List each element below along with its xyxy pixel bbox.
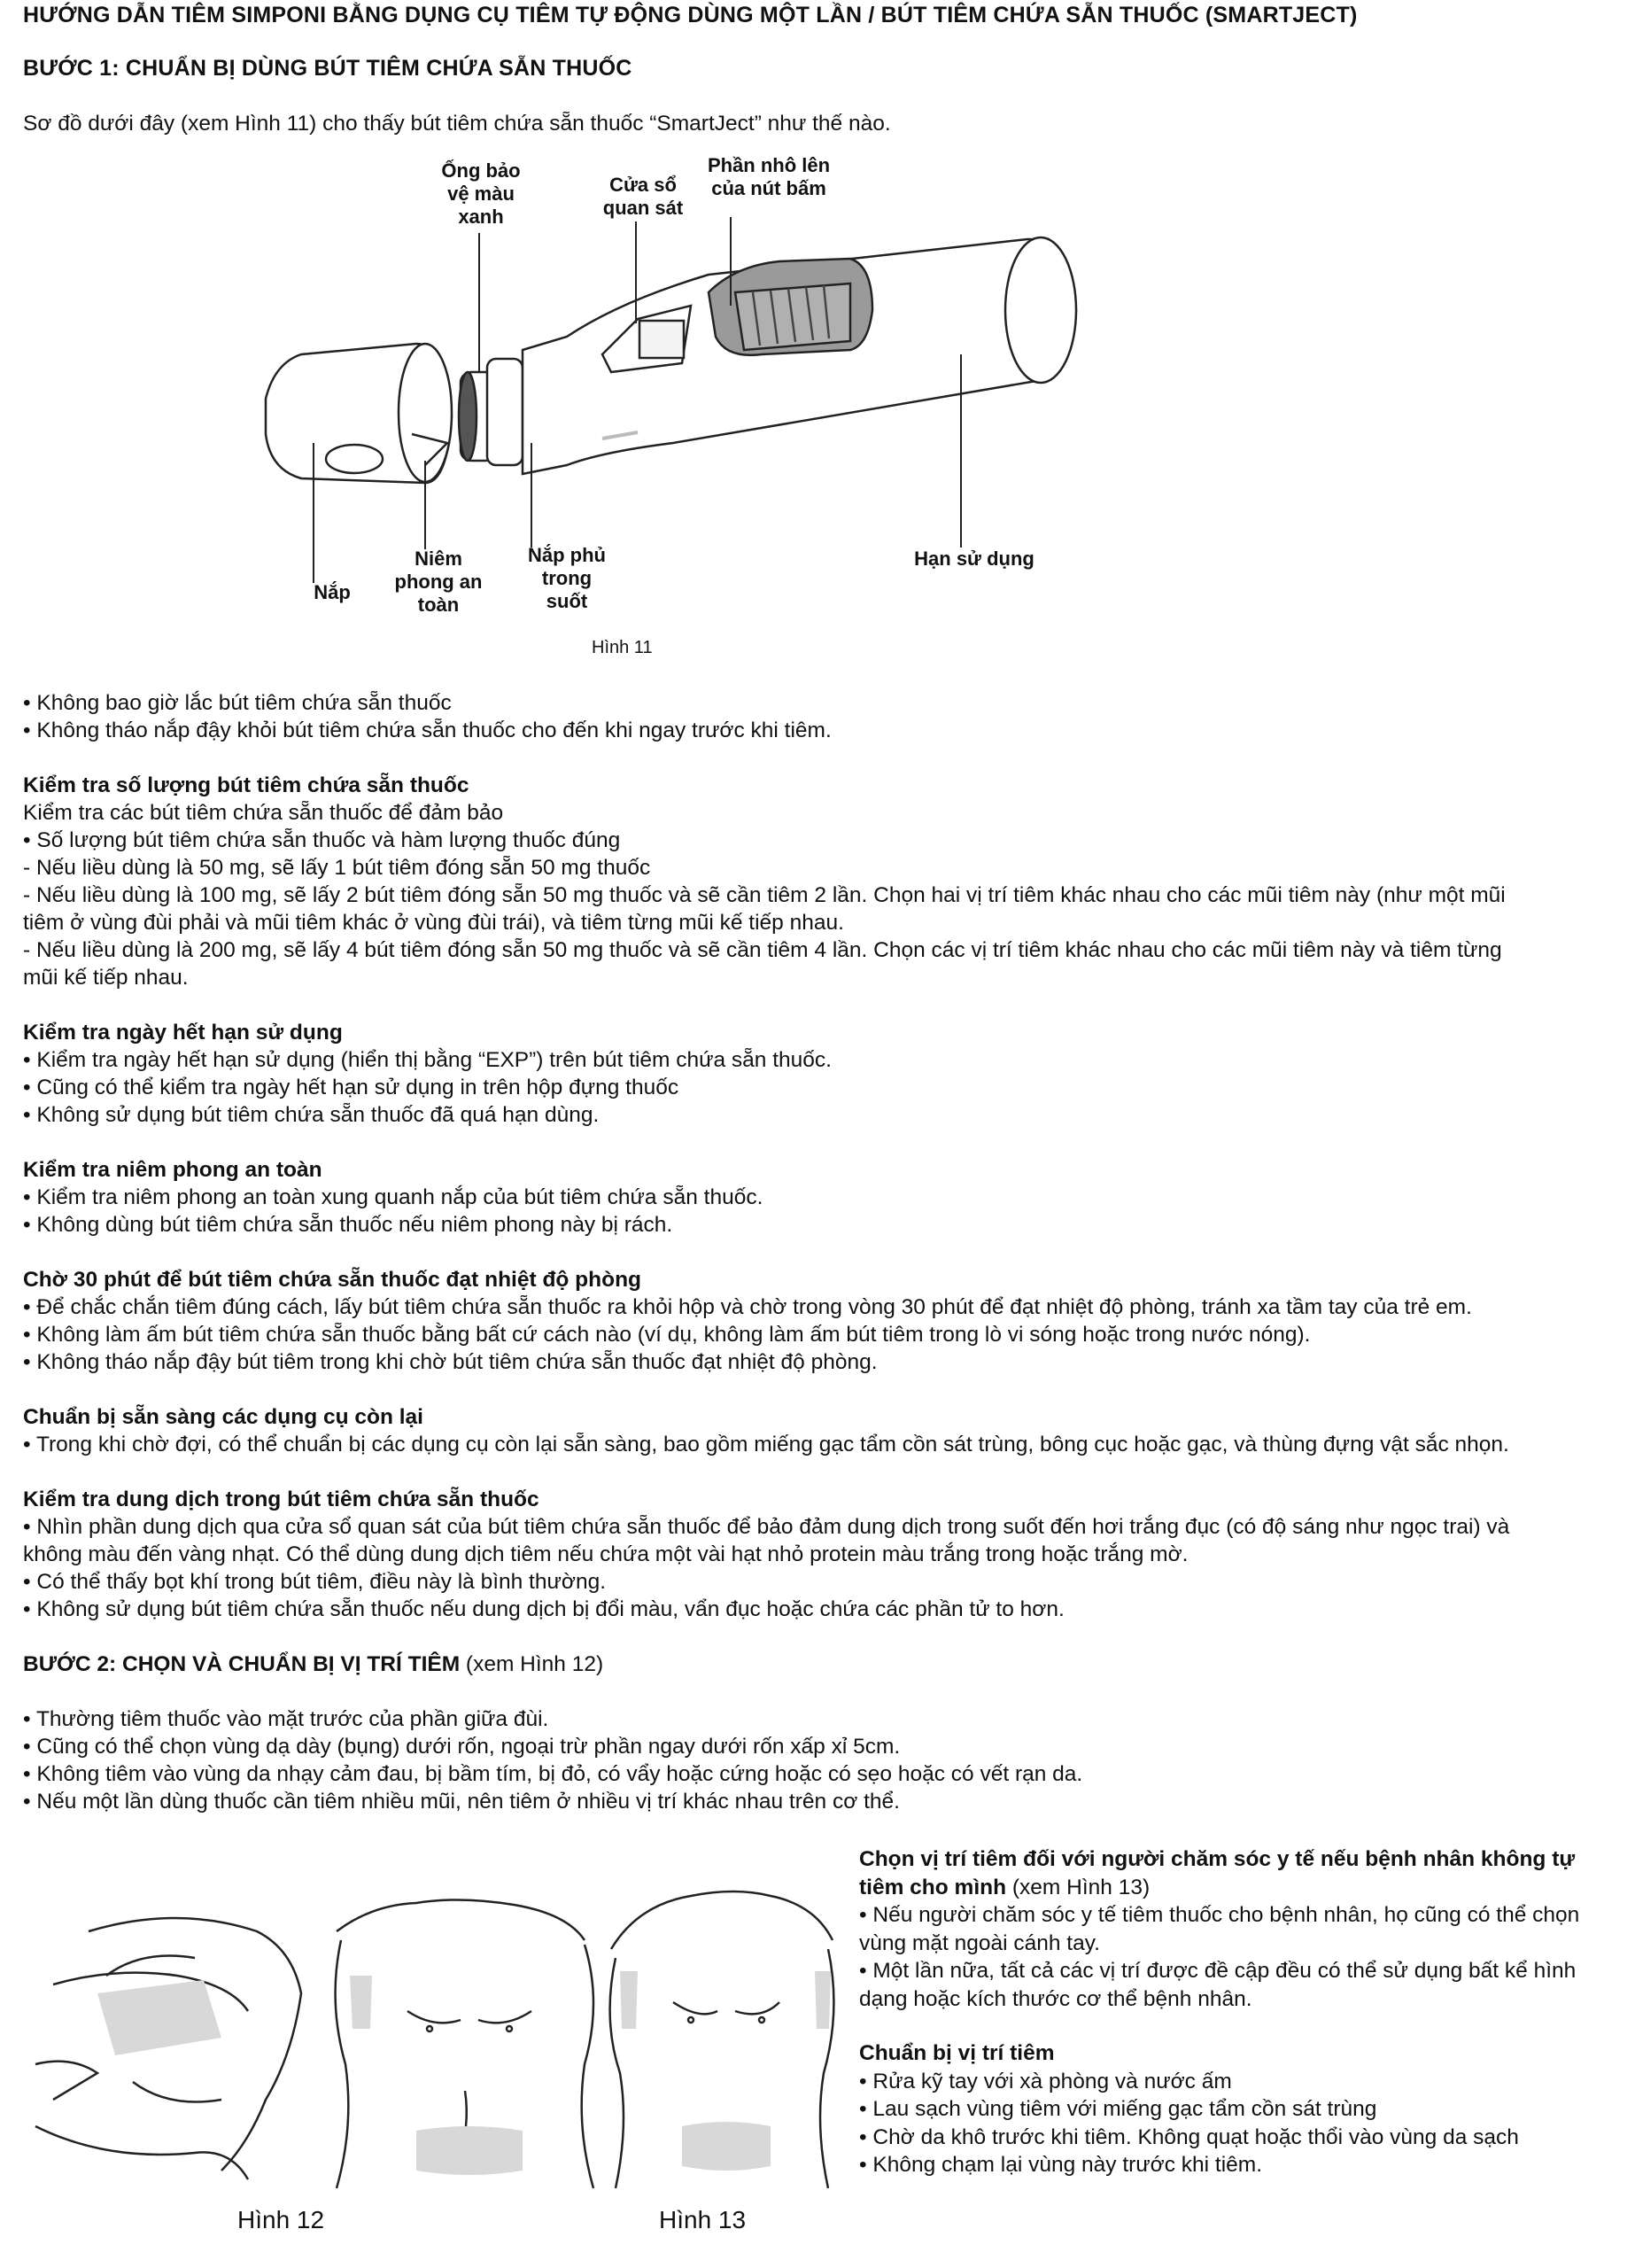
label-button-line: của nút bấm [711,177,826,199]
section-line: • Số lượng bút tiêm chứa sẵn thuốc và hàm lượng thuốc đúng [23,828,621,852]
section-line: mũi kế tiếp nhau. [23,966,189,990]
label-window-line: quan sát [602,197,684,219]
section-line: • Không sử dụng bút tiêm chứa sẵn thuốc nếu dung dịch bị đổi màu, vẩn đục hoặc chứa các phần tử to hơn. [23,1597,1065,1621]
step2-line: • Thường tiêm thuốc vào mặt trước của phần giữa đùi. [23,1707,549,1731]
thigh-figure [35,1918,301,2179]
section-line: • Trong khi chờ đợi, có thể chuẩn bị các dụng cụ còn lại sẵn sàng, bao gồm miếng gạc tẩm cồn sát trùng, bông cục hoặc gạc, và thùng đựng vật sắc nhọn. [23,1433,1509,1456]
warning-line: • Không tháo nắp đậy khỏi bút tiêm chứa sẵn thuốc cho đến khi ngay trước khi tiêm. [23,718,832,742]
prepare-line: • Rửa kỹ tay với xà phòng và nước ấm [859,2069,1232,2093]
prepare-heading: Chuẩn bị vị trí tiêm [859,2041,1055,2065]
label-clear-cover [514,544,620,613]
section-line: • Không làm ấm bút tiêm chứa sẵn thuốc bằng bất cứ cách nào (ví dụ, không làm ấm bút tiêm trong lò vi sóng hoặc trong nước nóng). [23,1323,1311,1347]
pen-body-drawing [523,237,1076,474]
label-clear-cover-line: trong [541,567,593,589]
step2-line: • Cũng có thể chọn vùng dạ dày (bụng) dưới rốn, ngoại trừ phần ngay dưới rốn xấp xỉ 5cm. [23,1735,901,1759]
caregiver-section [859,1845,1630,2013]
figure-12-caption: Hình 12 [237,2206,325,2233]
label-expiry: Hạn sử dụng [914,548,1034,570]
step1-heading: BƯỚC 1: CHUẨN BỊ DÙNG BÚT TIÊM CHỨA SẴN THUỐC [23,56,632,81]
section-heading-liquid: Kiểm tra dung dịch trong bút tiêm chứa sẵn thuốc [23,1487,539,1511]
prepare-line: • Không chạm lại vùng này trước khi tiêm. [859,2153,1263,2177]
caregiver-line: • Một lần nữa, tất cả các vị trí được đề cập đều có thể sử dụng bất kể hình dạng hoặc kích thước cơ thể bệnh nhân. [859,1959,1577,2011]
label-seal-line: phong an [394,571,483,593]
label-blue-sleeve-line: Ống bảo [441,159,521,182]
warning-line: • Không bao giờ lắc bút tiêm chứa sẵn thuốc [23,691,452,715]
label-blue-sleeve-line: vệ màu [447,183,515,205]
step2-heading-bold: BƯỚC 2: CHỌN VÀ CHUẨN BỊ VỊ TRÍ TIÊM [23,1652,461,1676]
clear-cover-drawing [459,359,523,465]
step1-intro: Sơ đồ dưới đây (xem Hình 11) cho thấy bút tiêm chứa sẵn thuốc “SmartJect” như thế nào. [23,112,891,136]
section-line: Kiểm tra các bút tiêm chứa sẵn thuốc để đảm bảo [23,801,504,825]
abdomen-injection-area-caregiver [682,2122,771,2171]
section-line: • Để chắc chắn tiêm đúng cách, lấy bút tiêm chứa sẵn thuốc ra khỏi hộp và chờ trong vòng 30 phút để đạt nhiệt độ phòng, tránh xa tầm tay của trẻ em. [23,1295,1472,1319]
thigh-injection-area [97,1980,221,2055]
prepare-section [859,2039,1630,2179]
section-line: • Kiểm tra niêm phong an toàn xung quanh nắp của bút tiêm chứa sẵn thuốc. [23,1185,763,1209]
section-heading-quantity: Kiểm tra số lượng bút tiêm chứa sẵn thuốc [23,773,469,797]
step2-line: • Nếu một lần dùng thuốc cần tiêm nhiều mũi, nên tiêm ở nhiều vị trí khác nhau trên cơ thể. [23,1790,900,1814]
caregiver-heading-bold: tiêm cho mình [859,1875,1007,1899]
section-heading-room-temperature: Chờ 30 phút để bút tiêm chứa sẵn thuốc đạt nhiệt độ phòng [23,1268,642,1292]
section-heading-seal: Kiểm tra niêm phong an toàn [23,1158,322,1182]
section-line: • Không dùng bút tiêm chứa sẵn thuốc nếu niêm phong này bị rách. [23,1213,673,1237]
arm-injection-area-right [815,1971,831,2029]
section-line: tiêm ở vùng đùi phải và mũi tiêm khác ở vùng đùi trái), và tiêm từng mũi kế tiếp nhau. [23,911,844,935]
label-seal-line: Niêm [415,548,462,570]
abdomen-injection-area [416,2126,523,2175]
injection-site-figures [0,1843,850,2250]
label-window [599,174,687,220]
label-clear-cover-line: suốt [546,590,588,612]
label-seal [385,548,492,617]
figure-11-caption: Hình 11 [592,638,653,657]
prepare-line: • Lau sạch vùng tiêm với miếng gạc tẩm cồn sát trùng [859,2097,1377,2121]
label-cap: Nắp [314,581,351,603]
section-line: • Có thể thấy bọt khí trong bút tiêm, điều này là bình thường. [23,1570,607,1594]
label-button [698,154,840,200]
section-line: - Nếu liều dùng là 50 mg, sẽ lấy 1 bút tiêm đóng sẵn 50 mg thuốc [23,856,651,880]
document-title: HƯỚNG DẪN TIÊM SIMPONI BẰNG DỤNG CỤ TIÊM TỰ ĐỘNG DÙNG MỘT LẦN / BÚT TIÊM CHỨA SẴN THUỐC (SMARTJECT) [23,3,1358,27]
label-clear-cover-line: Nắp phủ [528,544,606,566]
section-line: • Không tháo nắp đậy bút tiêm trong khi chờ bút tiêm chứa sẵn thuốc đạt nhiệt độ phòng. [23,1350,878,1374]
section-heading-supplies: Chuẩn bị sẵn sàng các dụng cụ còn lại [23,1405,423,1429]
step2-line: • Không tiêm vào vùng da nhạy cảm đau, bị bầm tím, bị đỏ, có vẩy hoặc cứng hoặc có sẹo hoặc có vết rạn da. [23,1762,1083,1786]
label-blue-sleeve-line: xanh [458,206,504,228]
figure-13-caption: Hình 13 [659,2206,747,2233]
section-heading-expiry: Kiểm tra ngày hết hạn sử dụng [23,1021,343,1045]
pen-diagram [0,142,1635,673]
arm-injection-area [350,1976,372,2029]
caregiver-heading-line: Chọn vị trí tiêm đối với người chăm sóc y tế nếu bệnh nhân không tự [859,1847,1576,1871]
section-line: • Cũng có thể kiểm tra ngày hết hạn sử dụng in trên hộp đựng thuốc [23,1076,679,1099]
step2-heading [23,1651,1614,1679]
label-button-line: Phần nhô lên [707,154,831,176]
section-line: - Nếu liều dùng là 200 mg, sẽ lấy 4 bút tiêm đóng sẵn 50 mg thuốc và sẽ cần tiêm 4 lần. Chọn các vị trí tiêm khác nhau cho các mũi tiêm này và tiêm từng [23,938,1502,962]
label-window-line: Cửa sổ [609,174,677,196]
section-line: không màu đến vàng nhạt. Có thể dùng dung dịch tiêm nếu chứa một vài hạt nhỏ protein màu trắng trong hoặc trắng mờ. [23,1542,1189,1566]
step2-heading-rest: (xem Hình 12) [460,1652,604,1676]
label-blue-sleeve [432,159,530,229]
pen-cap-drawing [266,344,452,483]
section-line: • Nhìn phần dung dịch qua cửa sổ quan sát của bút tiêm chứa sẵn thuốc để bảo đảm dung dịch trong suốt đến hơi trắng đục (có độ sáng như ngọc trai) và [23,1515,1510,1539]
caregiver-heading-rest: (xem Hình 13) [1006,1875,1151,1899]
caregiver-line: • Nếu người chăm sóc y tế tiêm thuốc cho bệnh nhân, họ cũng có thể chọn vùng mặt ngoài cánh tay. [859,1903,1580,1955]
section-line: • Không sử dụng bút tiêm chứa sẵn thuốc đã quá hạn dùng. [23,1103,600,1127]
section-line: - Nếu liều dùng là 100 mg, sẽ lấy 2 bút tiêm đóng sẵn 50 mg thuốc và sẽ cần tiêm 2 lần. Chọn hai vị trí tiêm khác nhau cho các mũi tiêm này (như một mũi [23,883,1506,907]
section-line: • Kiểm tra ngày hết hạn sử dụng (hiển thị bằng “EXP”) trên bút tiêm chứa sẵn thuốc. [23,1048,832,1072]
arm-injection-area-left [620,1971,638,2029]
prepare-line: • Chờ da khô trước khi tiêm. Không quạt hoặc thổi vào vùng da sạch [859,2124,1519,2149]
label-seal-line: toàn [417,594,460,616]
caregiver-heading-line-2 [859,1874,1630,1902]
